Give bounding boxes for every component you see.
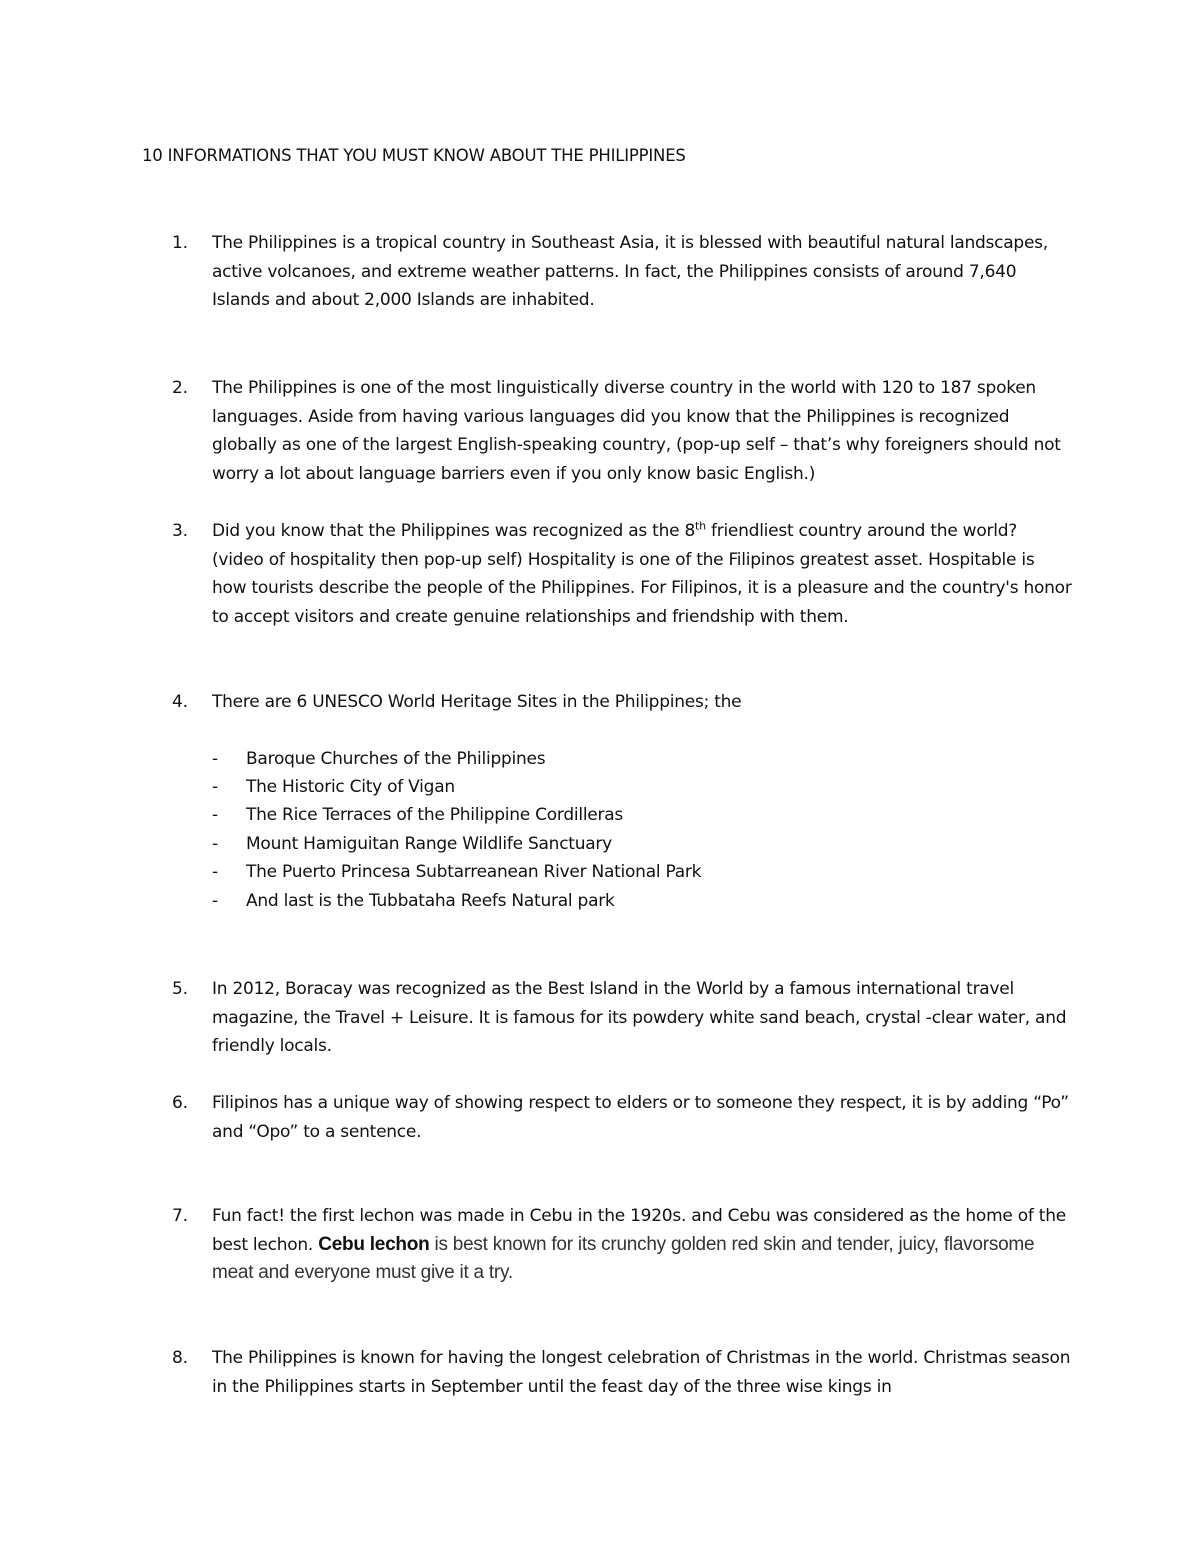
heritage-site-item [212, 773, 455, 802]
dash-bullet: - [212, 749, 218, 769]
list-item-1 [172, 229, 1072, 315]
bold-term: Cebu lechon [318, 1233, 430, 1255]
heritage-site-text: The Puerto Princesa Subtarreanean River National Park [246, 862, 702, 882]
dash-bullet: - [212, 891, 218, 911]
ordinal-suffix: th [695, 519, 706, 533]
dash-bullet: - [212, 777, 218, 797]
list-text: The Philippines is a tropical country in Southeast Asia, it is blessed with beautiful natural landscapes, active volcanoes, and extreme weather patterns. In fact, the Philippines consists of around 7,640 Islands and about 2,000 Islands are inhabited. [212, 233, 1048, 310]
heritage-site-text: Mount Hamiguitan Range Wildlife Sanctuary [246, 834, 612, 854]
list-item-4 [172, 688, 1072, 717]
list-text: The Philippines is one of the most linguistically diverse country in the world with 120 to 187 spoken languages. Aside from having various languages did you know that the Philippines is recognized globally as one of the largest English-speaking country, (pop-up self – that’s why foreigners should not worry a lot about language barriers even if you only know basic English.) [212, 378, 1061, 484]
list-text [212, 517, 1072, 631]
heritage-site-text: Baroque Churches of the Philippines [246, 749, 546, 769]
dash-bullet: - [212, 805, 218, 825]
dash-bullet: - [212, 862, 218, 882]
list-number: 8. [172, 1348, 188, 1368]
list-item-3 [172, 517, 1072, 631]
list-item-6 [172, 1089, 1072, 1146]
list-text-part: friendliest country around the world? (video of hospitality then pop-up self) Hospitality is one of the Filipinos greatest asset. Hospitable is how tourists describe the people of the Philippines. For Filipinos, it is a pleasure and the country's honor to accept visitors and create genuine relationships and friendship with them. [212, 521, 1072, 627]
heritage-site-text: And last is the Tubbataha Reefs Natural park [246, 891, 615, 911]
list-text-part: Did you know that the Philippines was recognized as the 8 [212, 521, 696, 541]
list-number: 4. [172, 692, 188, 712]
list-item-8 [172, 1344, 1072, 1401]
list-number: 6. [172, 1093, 188, 1113]
list-text: The Philippines is known for having the longest celebration of Christmas in the world. Christmas season in the Philippines starts in September until the feast day of the three wise kings in [212, 1348, 1071, 1397]
list-number: 2. [172, 378, 188, 398]
heritage-site-item [212, 830, 612, 859]
list-text: There are 6 UNESCO World Heritage Sites in the Philippines; the [212, 692, 742, 712]
list-number: 1. [172, 233, 188, 253]
heritage-site-text: The Rice Terraces of the Philippine Cordilleras [246, 805, 624, 825]
list-text: Filipinos has a unique way of showing respect to elders or to someone they respect, it is by adding “Po” and “Opo” to a sentence. [212, 1093, 1069, 1142]
list-text [212, 1202, 1072, 1288]
dash-bullet: - [212, 834, 218, 854]
list-item-2 [172, 374, 1072, 488]
heritage-site-item [212, 858, 701, 887]
heritage-site-item [212, 745, 545, 774]
list-item-5 [172, 975, 1072, 1061]
list-number: 5. [172, 979, 188, 999]
list-text-part: is best known for its crunchy golden red skin and tender, juicy, flavorsome meat and everyone must give it a try. [212, 1233, 1035, 1283]
heritage-site-text: The Historic City of Vigan [246, 777, 455, 797]
list-text: In 2012, Boracay was recognized as the Best Island in the World by a famous international travel magazine, the Travel + Leisure. It is famous for its powdery white sand beach, crystal -clear water, and friendly locals. [212, 979, 1067, 1056]
list-number: 3. [172, 521, 188, 541]
list-text-part: Fun fact! the first lechon was made in Cebu in the 1920s. and Cebu was considered as the home of the best lechon. [212, 1206, 1066, 1255]
heritage-site-item [212, 801, 623, 830]
list-number: 7. [172, 1206, 188, 1226]
heritage-site-item [212, 887, 615, 916]
list-item-7 [172, 1202, 1072, 1288]
document-title: 10 INFORMATIONS THAT YOU MUST KNOW ABOUT THE PHILIPPINES [142, 146, 686, 165]
